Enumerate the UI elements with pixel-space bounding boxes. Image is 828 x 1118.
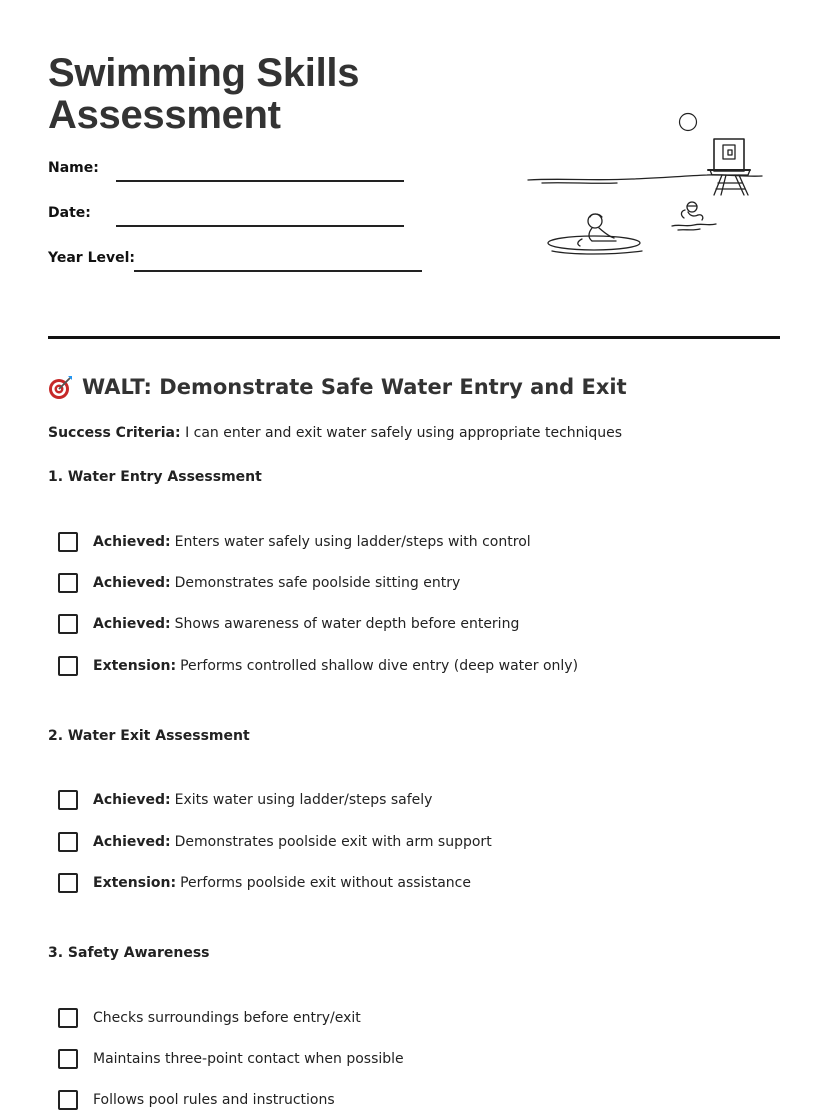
item-text: Checks surroundings before entry/exit: [93, 1010, 361, 1026]
checklist-item[interactable]: [58, 656, 578, 676]
checkbox[interactable]: [58, 873, 78, 893]
year-level-line[interactable]: [134, 270, 422, 272]
item-text: Maintains three-point contact when possible: [93, 1051, 404, 1067]
section-heading-water-entry: 1. Water Entry Assessment: [48, 469, 262, 485]
item-text: Performs controlled shallow dive entry (deep water only): [180, 658, 579, 674]
item-kind: Achieved:: [93, 792, 171, 808]
page-title: [48, 52, 359, 136]
checkbox[interactable]: [58, 656, 78, 676]
checklist-item[interactable]: [58, 573, 460, 593]
checkbox[interactable]: [58, 832, 78, 852]
success-criteria-text: I can enter and exit water safely using appropriate techniques: [185, 425, 623, 441]
checklist-item[interactable]: [58, 790, 432, 810]
beach-lifeguard-illustration: [522, 105, 772, 269]
title-line-1: Swimming Skills: [48, 51, 360, 95]
section-divider: [48, 336, 780, 339]
year-level-label: Year Level:: [48, 250, 136, 266]
section-heading-safety-awareness: 3. Safety Awareness: [48, 945, 210, 961]
item-kind: Achieved:: [93, 616, 171, 632]
item-text: Exits water using ladder/steps safely: [174, 792, 433, 808]
target-icon: [48, 374, 74, 400]
checkbox[interactable]: [58, 1090, 78, 1110]
item-kind: Achieved:: [93, 834, 171, 850]
item-kind: Extension:: [93, 658, 177, 674]
checkbox[interactable]: [58, 614, 78, 634]
checkbox[interactable]: [58, 790, 78, 810]
checklist-item[interactable]: [58, 614, 519, 634]
checklist-item[interactable]: [58, 873, 471, 893]
date-line[interactable]: [116, 225, 404, 227]
section-heading-water-exit: 2. Water Exit Assessment: [48, 728, 250, 744]
success-criteria: [48, 425, 622, 441]
item-text: Follows pool rules and instructions: [93, 1092, 335, 1108]
checkbox[interactable]: [58, 1008, 78, 1028]
checkbox[interactable]: [58, 573, 78, 593]
item-kind: Achieved:: [93, 575, 171, 591]
checklist-item[interactable]: [58, 1008, 361, 1028]
title-line-2: Assessment: [48, 93, 281, 137]
item-kind: Extension:: [93, 875, 177, 891]
checklist-item[interactable]: [58, 1090, 335, 1110]
walt-heading: [48, 374, 627, 400]
success-criteria-label: Success Criteria:: [48, 425, 181, 441]
checkbox[interactable]: [58, 1049, 78, 1069]
name-line[interactable]: [116, 180, 404, 182]
checklist-item[interactable]: [58, 1049, 404, 1069]
name-label: Name:: [48, 160, 99, 176]
item-kind: Achieved:: [93, 534, 171, 550]
walt-title: WALT: Demonstrate Safe Water Entry and Exit: [82, 375, 627, 399]
item-text: Enters water safely using ladder/steps with control: [174, 534, 531, 550]
date-label: Date:: [48, 205, 91, 221]
item-text: Demonstrates poolside exit with arm support: [174, 834, 492, 850]
checklist-item[interactable]: [58, 532, 531, 552]
checkbox[interactable]: [58, 532, 78, 552]
item-text: Demonstrates safe poolside sitting entry: [174, 575, 461, 591]
item-text: Shows awareness of water depth before entering: [174, 616, 520, 632]
checklist-item[interactable]: [58, 832, 492, 852]
item-text: Performs poolside exit without assistance: [180, 875, 471, 891]
